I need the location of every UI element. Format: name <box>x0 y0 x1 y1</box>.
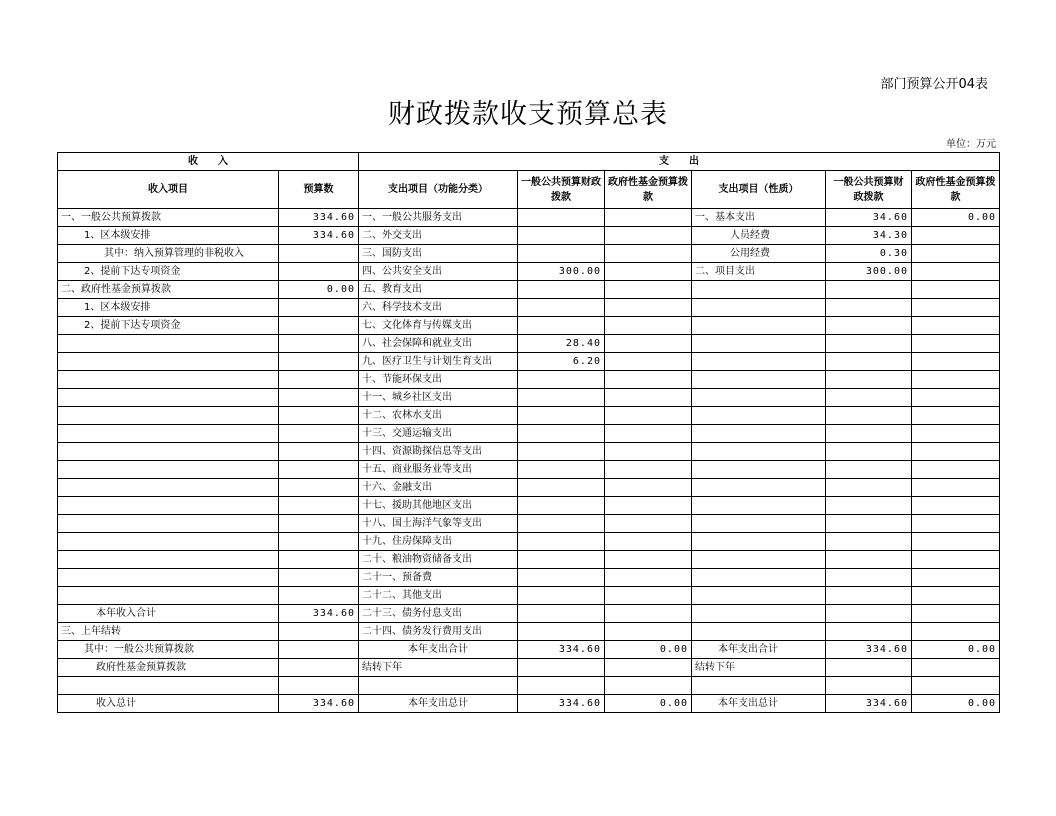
table-cell <box>692 317 826 335</box>
fund-budget-header-1: 政府性基金预算拨款 <box>605 171 692 209</box>
general-budget-header-2: 一般公共预算财政拨款 <box>826 171 912 209</box>
table-cell <box>826 317 912 335</box>
table-cell <box>279 299 359 317</box>
table-cell <box>279 533 359 551</box>
table-cell <box>58 407 279 425</box>
table-cell <box>912 353 1000 371</box>
table-row <box>58 407 1000 425</box>
table-cell <box>692 425 826 443</box>
table-cell <box>826 299 912 317</box>
table-cell: 二十三、债务付息支出 <box>359 605 518 623</box>
table-cell: 十八、国土海洋气象等支出 <box>359 515 518 533</box>
table-cell: 十二、农林水支出 <box>359 407 518 425</box>
table-row <box>58 443 1000 461</box>
expense-group-header: 支 出 <box>359 153 1000 171</box>
table-cell <box>58 425 279 443</box>
table-cell <box>826 389 912 407</box>
table-cell <box>279 335 359 353</box>
table-cell: 十五、商业服务业等支出 <box>359 461 518 479</box>
table-cell <box>605 317 692 335</box>
table-cell <box>692 443 826 461</box>
table-cell: 334.60 <box>279 605 359 623</box>
table-cell: 九、医疗卫生与计划生育支出 <box>359 353 518 371</box>
table-row <box>58 425 1000 443</box>
table-cell <box>518 551 605 569</box>
table-cell: 0.00 <box>279 281 359 299</box>
table-row <box>58 605 1000 623</box>
table-cell <box>58 497 279 515</box>
table-row <box>58 299 1000 317</box>
table-cell <box>826 335 912 353</box>
table-cell <box>605 227 692 245</box>
table-cell <box>912 371 1000 389</box>
table-cell <box>605 659 692 677</box>
table-cell <box>518 497 605 515</box>
table-row <box>58 677 1000 695</box>
table-cell: 二十二、其他支出 <box>359 587 518 605</box>
table-cell: 二十、粮油物资储备支出 <box>359 551 518 569</box>
table-cell <box>912 515 1000 533</box>
table-cell <box>279 443 359 461</box>
table-cell: 334.60 <box>279 209 359 227</box>
table-cell: 一、基本支出 <box>692 209 826 227</box>
table-cell: 本年支出总计 <box>359 695 518 713</box>
table-cell <box>605 443 692 461</box>
table-cell: 0.00 <box>912 695 1000 713</box>
table-cell <box>912 587 1000 605</box>
table-cell <box>279 389 359 407</box>
table-cell <box>518 461 605 479</box>
table-cell <box>58 569 279 587</box>
table-row <box>58 659 1000 677</box>
table-row <box>58 479 1000 497</box>
table-cell <box>912 389 1000 407</box>
table-cell <box>912 677 1000 695</box>
table-cell <box>279 659 359 677</box>
table-cell: 28.40 <box>518 335 605 353</box>
table-cell <box>518 371 605 389</box>
form-code: 部门预算公开04表 <box>880 77 988 92</box>
table-cell <box>826 443 912 461</box>
table-cell <box>359 677 518 695</box>
table-cell <box>912 227 1000 245</box>
table-cell <box>692 677 826 695</box>
table-cell: 政府性基金预算拨款 <box>58 659 279 677</box>
table-cell <box>518 677 605 695</box>
table-cell <box>605 605 692 623</box>
table-cell <box>912 443 1000 461</box>
table-cell <box>58 389 279 407</box>
table-cell: 一、一般公共服务支出 <box>359 209 518 227</box>
table-cell: 二十一、预备费 <box>359 569 518 587</box>
table-cell <box>605 479 692 497</box>
table-row <box>58 551 1000 569</box>
table-cell: 七、文化体育与传媒支出 <box>359 317 518 335</box>
table-cell <box>605 407 692 425</box>
table-cell: 三、国防支出 <box>359 245 518 263</box>
table-cell: 二、外交支出 <box>359 227 518 245</box>
table-row <box>58 227 1000 245</box>
table-cell: 300.00 <box>518 263 605 281</box>
table-cell: 本年支出合计 <box>359 641 518 659</box>
table-cell <box>826 623 912 641</box>
table-row <box>58 695 1000 713</box>
table-cell <box>605 299 692 317</box>
table-cell <box>605 515 692 533</box>
fund-budget-header-2: 政府性基金预算拨款 <box>912 171 1000 209</box>
function-expense-header: 支出项目（功能分类） <box>359 171 518 209</box>
table-cell: 二十四、债务发行费用支出 <box>359 623 518 641</box>
table-cell <box>912 425 1000 443</box>
table-cell <box>279 515 359 533</box>
table-cell <box>279 461 359 479</box>
budget-table <box>57 152 1000 713</box>
table-cell <box>692 353 826 371</box>
income-item-header: 收入项目 <box>58 171 279 209</box>
table-cell: 其中：纳入预算管理的非税收入 <box>58 245 279 263</box>
table-cell <box>605 245 692 263</box>
table-cell: 300.00 <box>826 263 912 281</box>
table-cell: 结转下年 <box>359 659 518 677</box>
table-cell <box>605 551 692 569</box>
table-cell <box>826 371 912 389</box>
table-cell: 收入总计 <box>58 695 279 713</box>
table-cell <box>58 461 279 479</box>
table-cell <box>692 299 826 317</box>
table-cell <box>826 353 912 371</box>
table-cell <box>605 209 692 227</box>
table-cell <box>912 317 1000 335</box>
table-row <box>58 623 1000 641</box>
table-cell: 公用经费 <box>692 245 826 263</box>
table-cell <box>912 533 1000 551</box>
table-cell <box>912 659 1000 677</box>
table-cell <box>518 425 605 443</box>
table-cell <box>692 407 826 425</box>
table-row <box>58 587 1000 605</box>
table-cell <box>692 497 826 515</box>
table-cell <box>58 353 279 371</box>
table-cell <box>518 443 605 461</box>
table-cell <box>605 587 692 605</box>
table-cell: 34.60 <box>826 209 912 227</box>
table-cell <box>692 389 826 407</box>
table-cell <box>279 245 359 263</box>
table-cell <box>692 335 826 353</box>
table-cell <box>692 515 826 533</box>
table-cell <box>279 317 359 335</box>
table-cell <box>912 407 1000 425</box>
unit-label: 单位：万元 <box>946 139 996 150</box>
table-row <box>58 335 1000 353</box>
table-cell <box>826 551 912 569</box>
table-cell <box>605 335 692 353</box>
table-cell: 四、公共安全支出 <box>359 263 518 281</box>
table-cell <box>279 407 359 425</box>
table-cell <box>605 569 692 587</box>
table-cell <box>826 677 912 695</box>
table-cell <box>826 515 912 533</box>
table-cell: 6.20 <box>518 353 605 371</box>
table-cell: 334.60 <box>279 227 359 245</box>
table-cell: 34.30 <box>826 227 912 245</box>
table-cell <box>826 479 912 497</box>
table-cell: 本年支出合计 <box>692 641 826 659</box>
table-cell <box>279 263 359 281</box>
table-cell: 0.00 <box>605 695 692 713</box>
table-cell <box>279 587 359 605</box>
table-cell <box>518 623 605 641</box>
table-row <box>58 371 1000 389</box>
table-cell <box>605 677 692 695</box>
table-cell <box>58 335 279 353</box>
table-cell: 2、提前下达专项资金 <box>58 263 279 281</box>
table-row <box>58 245 1000 263</box>
table-cell <box>518 389 605 407</box>
table-cell <box>605 371 692 389</box>
income-group-header: 收 入 <box>58 153 359 171</box>
table-cell <box>518 245 605 263</box>
table-cell <box>826 497 912 515</box>
table-cell <box>605 533 692 551</box>
table-cell: 0.00 <box>605 641 692 659</box>
table-cell: 1、区本级安排 <box>58 299 279 317</box>
table-cell: 0.30 <box>826 245 912 263</box>
table-cell <box>826 659 912 677</box>
table-cell <box>912 623 1000 641</box>
table-cell: 八、社会保障和就业支出 <box>359 335 518 353</box>
table-cell <box>605 497 692 515</box>
table-cell: 结转下年 <box>692 659 826 677</box>
table-cell: 二、项目支出 <box>692 263 826 281</box>
table-cell: 五、教育支出 <box>359 281 518 299</box>
table-cell <box>605 623 692 641</box>
table-cell <box>518 605 605 623</box>
table-cell <box>692 479 826 497</box>
table-cell <box>826 533 912 551</box>
table-cell: 其中：一般公共预算拨款 <box>58 641 279 659</box>
table-cell: 334.60 <box>518 641 605 659</box>
table-cell <box>912 479 1000 497</box>
table-cell <box>692 587 826 605</box>
table-cell <box>912 551 1000 569</box>
table-cell <box>518 227 605 245</box>
table-cell <box>912 335 1000 353</box>
table-cell <box>58 443 279 461</box>
table-cell: 2、提前下达专项资金 <box>58 317 279 335</box>
table-cell <box>692 461 826 479</box>
table-cell <box>912 569 1000 587</box>
table-cell <box>518 317 605 335</box>
table-cell: 一、一般公共预算拨款 <box>58 209 279 227</box>
table-cell: 0.00 <box>912 641 1000 659</box>
table-cell <box>912 497 1000 515</box>
table-cell: 334.60 <box>518 695 605 713</box>
table-cell <box>58 479 279 497</box>
table-cell <box>518 569 605 587</box>
table-cell <box>826 281 912 299</box>
table-cell <box>826 587 912 605</box>
table-cell <box>605 353 692 371</box>
table-row <box>58 209 1000 227</box>
table-cell <box>518 479 605 497</box>
table-cell <box>279 479 359 497</box>
table-cell: 三、上年结转 <box>58 623 279 641</box>
table-cell <box>518 281 605 299</box>
table-cell: 334.60 <box>826 641 912 659</box>
table-row <box>58 281 1000 299</box>
table-cell <box>605 461 692 479</box>
table-row <box>58 569 1000 587</box>
table-cell <box>58 677 279 695</box>
table-cell <box>518 407 605 425</box>
page-title: 财政拨款收支预算总表 <box>388 99 668 130</box>
table-cell <box>279 353 359 371</box>
table-cell <box>692 605 826 623</box>
table-cell <box>605 263 692 281</box>
table-cell: 334.60 <box>826 695 912 713</box>
table-cell: 十、节能环保支出 <box>359 371 518 389</box>
table-cell <box>279 497 359 515</box>
nature-expense-header: 支出项目（性质） <box>692 171 826 209</box>
table-cell <box>826 407 912 425</box>
table-cell <box>58 533 279 551</box>
table-cell <box>605 389 692 407</box>
table-row <box>58 353 1000 371</box>
table-cell: 本年收入合计 <box>58 605 279 623</box>
table-cell: 1、区本级安排 <box>58 227 279 245</box>
table-row <box>58 263 1000 281</box>
table-cell <box>912 281 1000 299</box>
table-cell: 十六、金融支出 <box>359 479 518 497</box>
table-cell: 334.60 <box>279 695 359 713</box>
table-row <box>58 497 1000 515</box>
table-cell: 二、政府性基金预算拨款 <box>58 281 279 299</box>
table-row <box>58 515 1000 533</box>
table-cell <box>912 263 1000 281</box>
table-cell <box>279 623 359 641</box>
table-cell: 六、科学技术支出 <box>359 299 518 317</box>
table-cell <box>692 551 826 569</box>
table-cell <box>692 569 826 587</box>
table-cell: 十七、援助其他地区支出 <box>359 497 518 515</box>
table-cell <box>826 569 912 587</box>
table-cell: 十一、城乡社区支出 <box>359 389 518 407</box>
table-cell <box>692 281 826 299</box>
table-cell <box>826 425 912 443</box>
general-budget-header-1: 一般公共预算财政拨款 <box>518 171 605 209</box>
table-cell <box>58 587 279 605</box>
table-cell <box>912 461 1000 479</box>
table-cell <box>692 533 826 551</box>
table-cell <box>912 299 1000 317</box>
table-row <box>58 461 1000 479</box>
table-cell <box>58 551 279 569</box>
table-cell <box>605 425 692 443</box>
table-cell: 人员经费 <box>692 227 826 245</box>
table-cell: 0.00 <box>912 209 1000 227</box>
table-cell <box>518 533 605 551</box>
table-cell <box>58 371 279 389</box>
table-cell <box>826 605 912 623</box>
table-cell <box>605 281 692 299</box>
table-cell <box>279 425 359 443</box>
table-cell <box>518 587 605 605</box>
table-row <box>58 317 1000 335</box>
table-cell <box>279 551 359 569</box>
table-cell <box>912 605 1000 623</box>
table-row <box>58 533 1000 551</box>
table-cell <box>518 659 605 677</box>
budget-amount-header: 预算数 <box>279 171 359 209</box>
table-row <box>58 389 1000 407</box>
table-cell: 十三、交通运输支出 <box>359 425 518 443</box>
table-cell <box>279 641 359 659</box>
table-cell <box>518 209 605 227</box>
table-cell <box>692 623 826 641</box>
table-cell <box>912 245 1000 263</box>
table-cell <box>692 371 826 389</box>
table-cell <box>58 515 279 533</box>
table-cell: 十四、资源勘探信息等支出 <box>359 443 518 461</box>
table-cell <box>279 569 359 587</box>
table-cell: 本年支出总计 <box>692 695 826 713</box>
table-cell: 十九、住房保障支出 <box>359 533 518 551</box>
table-cell <box>518 299 605 317</box>
table-cell <box>279 371 359 389</box>
table-cell <box>518 515 605 533</box>
table-cell <box>826 461 912 479</box>
table-row <box>58 641 1000 659</box>
table-cell <box>279 677 359 695</box>
